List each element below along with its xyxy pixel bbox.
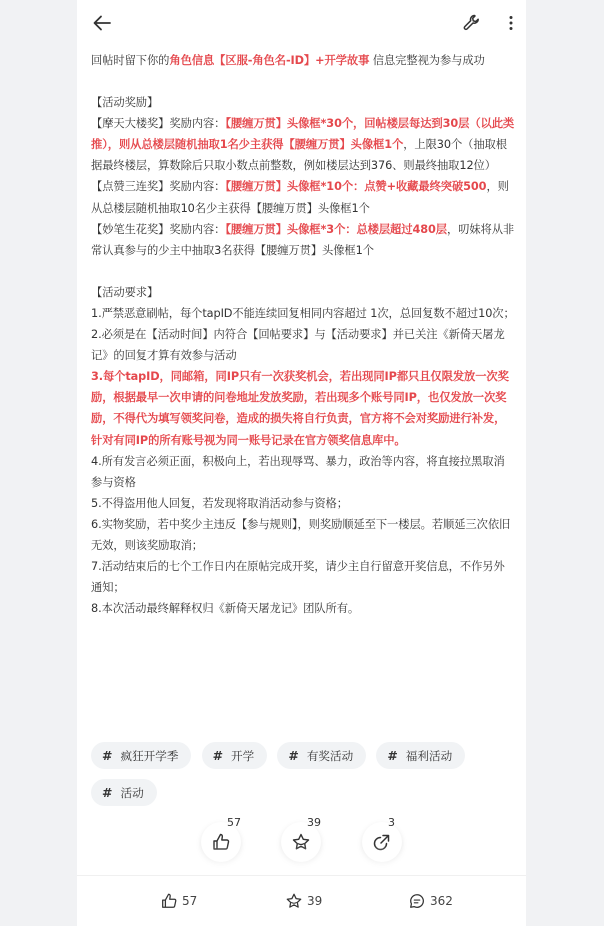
wrench-icon[interactable]	[462, 13, 482, 33]
hash-icon: #	[288, 748, 299, 763]
requirement-6: 6.实物奖励，若中奖少主违反【参与规则】，则奖励顺延至下一楼层。若顺延三次依旧无效，则该奖励取消；	[91, 517, 511, 552]
reward-heading: 【活动奖励】	[91, 96, 159, 110]
reward-brilliant-pen: 【妙笔生花奖】奖励内容：【腰缠万贯】头像框*3个：总楼层超过480层，叨妹将从非常认真参与的少主中抽取3名获得【腰缠万贯】头像框1个	[91, 222, 515, 257]
more-vertical-icon[interactable]	[501, 13, 521, 33]
hash-icon: #	[102, 748, 113, 763]
bottom-like-button[interactable]	[160, 890, 197, 912]
comment-icon	[408, 892, 426, 910]
requirement-3: 3.每个tapID，同邮箱，同IP只有一次获奖机会，若出现同IP都只且仅限发放一次奖励，根据最早一次申请的问卷地址发放奖励，若出现多个账号同IP，也仅发放一次奖励，不得代为填写领奖问卷，造成的损失将自行负责，官方将不会对奖励进行补发，针对有同IP的所有账号视为同一账号记录在官方领奖信息库中。	[91, 370, 509, 447]
thumbs-up-icon	[160, 892, 178, 910]
post-body	[91, 36, 515, 619]
tag-chip[interactable]: # 疯狂开学季	[91, 742, 191, 769]
bottom-favorite-count: 39	[307, 894, 323, 908]
requirement-4: 4.所有发言必须正面，积极向上，若出现辱骂、暴力，政治等内容，将直接拉黑取消参与资格	[91, 454, 505, 489]
hash-icon: #	[212, 748, 224, 763]
star-icon	[285, 892, 303, 910]
post-card	[77, 0, 526, 926]
reply-rule: 回帖时留下你的角色信息【区服-角色名-ID】+开学故事 信息完整视为参与成功	[91, 54, 485, 67]
bottom-bar	[77, 875, 526, 926]
requirement-5: 5.不得盗用他人回复，若发现将取消活动参与资格；	[91, 496, 348, 510]
tag-chip[interactable]: # 有奖活动	[277, 742, 366, 769]
requirement-8: 8.本次活动最终解释权归《新倚天屠龙记》团队所有。	[91, 602, 360, 616]
bottom-comment-count: 362	[430, 894, 453, 908]
tag-chip[interactable]: # 福利活动	[376, 742, 465, 769]
requirement-2: 2.必须是在【活动时间】内符合【回帖要求】与【活动要求】并已关注《新倚天屠龙记》的回复才算有效参与活动	[91, 328, 505, 363]
hash-icon: #	[387, 748, 398, 763]
share-count: 3	[388, 816, 395, 829]
tag-list	[91, 742, 515, 816]
hash-icon: #	[102, 785, 113, 800]
back-arrow-icon[interactable]	[91, 12, 113, 34]
bottom-comment-button[interactable]	[408, 890, 453, 912]
reward-skyscraper: 【摩天大楼奖】奖励内容：【腰缠万贯】头像框*30个，回帖楼层每达到30层（以此类推），则从总楼层随机抽取1名少主获得【腰缠万贯】头像框1个，上限30个（抽取根据最终楼层，算数除后只取小数点前整数，例如楼层达到376、则最终抽取12位）	[91, 117, 515, 173]
requirement-1: 1.严禁恶意刷帖，每个tapID不能连续回复相同内容超过 1次，总回复数不超过10次；	[91, 306, 515, 320]
like-count: 57	[227, 816, 241, 829]
requirements-heading: 【活动要求】	[91, 285, 159, 299]
tag-chip[interactable]: # 开学	[202, 742, 268, 769]
top-bar	[77, 0, 526, 46]
requirement-7: 7.活动结束后的七个工作日内在原帖完成开奖，请少主自行留意开奖信息，不作另外通知；	[91, 560, 505, 595]
bottom-favorite-button[interactable]	[285, 890, 322, 912]
fade-overlay	[77, 845, 526, 875]
tag-chip[interactable]: # 活动	[91, 779, 157, 806]
favorite-count: 39	[307, 816, 321, 829]
reward-triple-like: 【点赞三连奖】奖励内容：【腰缠万贯】头像框*10个：点赞+收藏最终突破500，则从总楼层随机抽取10名少主获得【腰缠万贯】头像框1个	[91, 180, 509, 215]
bottom-like-count: 57	[182, 894, 198, 908]
